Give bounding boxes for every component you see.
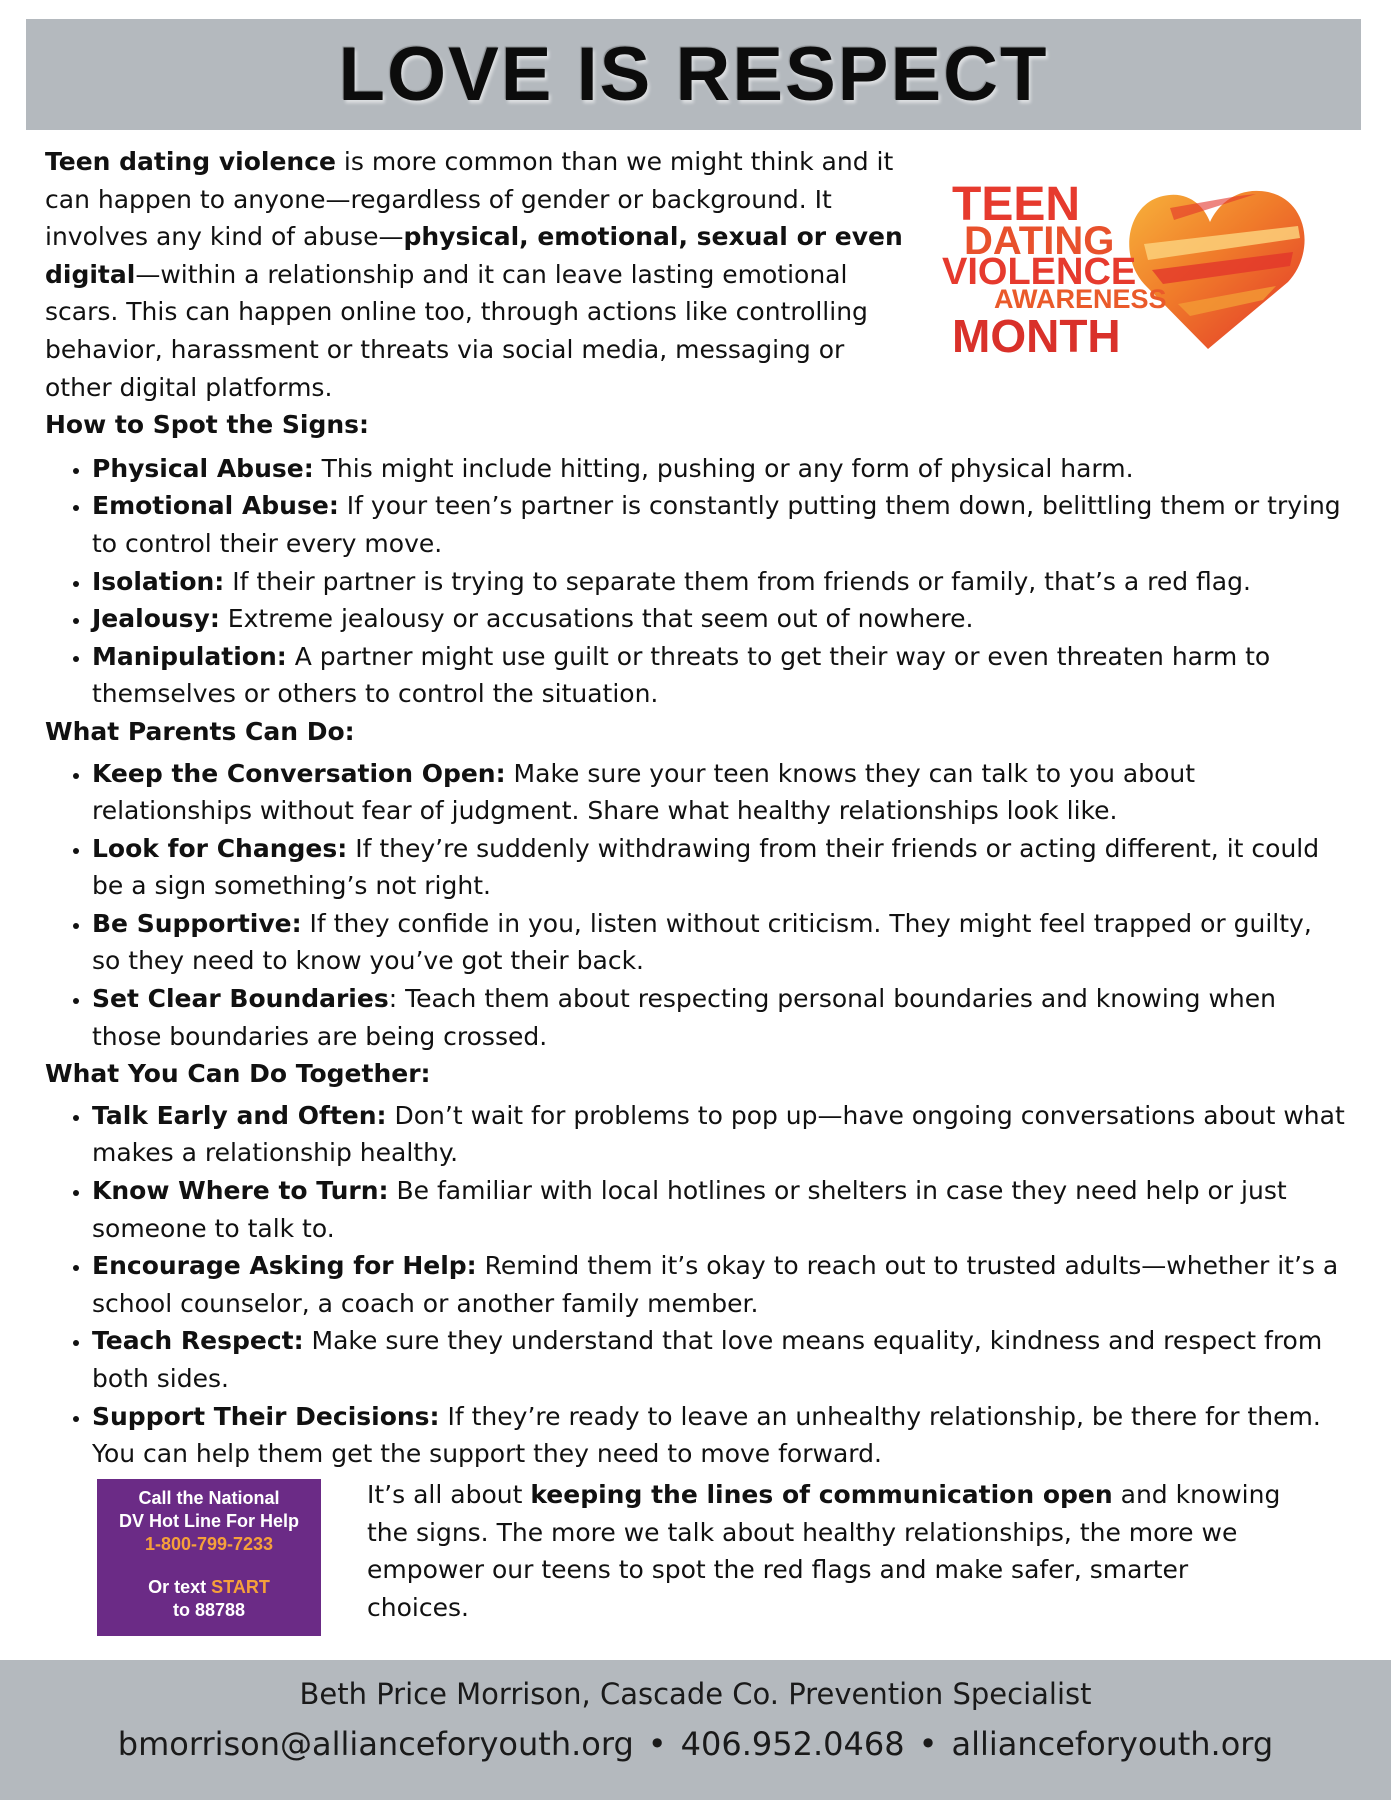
list-item: • Support Their Decisions: If they’re ready to leave an unhealthy relationship, be there for them. You can help them get the support they need to move forward.: [92, 1398, 1345, 1473]
hotline-line-2: DV Hot Line For Help: [119, 1511, 299, 1531]
footer-name: Beth Price Morrison, Cascade Co. Prevention Specialist: [299, 1677, 1092, 1711]
section-heading: What You Can Do Together:: [45, 1059, 431, 1089]
main-content: [45, 143, 1345, 1473]
closing-bold: keeping the lines of communication open: [530, 1480, 1113, 1509]
list-item: • Know Where to Turn: Be familiar with local hotlines or shelters in case they need help or just someone to talk to.: [92, 1172, 1345, 1247]
footer-website[interactable]: allianceforyouth.org: [951, 1725, 1274, 1763]
intro-paragraph: [45, 143, 910, 406]
list-item: • Encourage Asking for Help: Remind them it’s okay to reach out to trusted adults—whether it’s a school counselor, a coach or another family member.: [92, 1247, 1345, 1322]
list-item: • Physical Abuse: This might include hitting, pushing or any form of physical harm.: [92, 450, 1345, 488]
logo-line-5: MONTH: [952, 310, 1121, 359]
list-item: • Talk Early and Often: Don’t wait for problems to pop up—have ongoing conversations about what makes a relationship healthy.: [92, 1097, 1345, 1172]
parents-list: [45, 755, 1345, 1056]
list-item: • Teach Respect: Make sure they understand that love means equality, kindness and respect from both sides.: [92, 1322, 1345, 1397]
footer-separator: •: [918, 1725, 938, 1763]
list-item: • Set Clear Boundaries: Teach them about respecting personal boundaries and knowing when those boundaries are being crossed.: [92, 980, 1345, 1055]
list-item: • Jealousy: Extreme jealousy or accusations that seem out of nowhere.: [92, 600, 1345, 638]
list-item: • Keep the Conversation Open: Make sure your teen knows they can talk to you about relationships without fear of judgment. Share what healthy relationships look like.: [92, 755, 1345, 830]
hotline-phone[interactable]: 1-800-799-7233: [144, 1534, 274, 1554]
logo-line-4: AWARENESS: [994, 284, 1167, 314]
hotline-text-number: to 88788: [172, 1600, 246, 1620]
hotline-keyword: START: [211, 1577, 270, 1597]
title-banner: [26, 19, 1361, 130]
hotline-text-line: Or text START: [148, 1577, 270, 1597]
footer-email[interactable]: bmorrison@allianceforyouth.org: [117, 1725, 634, 1763]
logo-line-2: DATING: [964, 219, 1115, 263]
list-item: • Be Supportive: If they confide in you, listen without criticism. They might feel trapped or guilty, so they need to know you’ve got their back.: [92, 905, 1345, 980]
intro-text-2: —within a relationship and it can leave lasting emotional scars. This can happen online too, through actions like controlling behavior, harassment or threats via social media, messaging or other digital platforms.: [45, 259, 868, 402]
intro-lead: Teen dating violence: [45, 147, 336, 176]
section-heading: How to Spot the Signs:: [45, 410, 370, 440]
closing-paragraph: It’s all about keeping the lines of communication open and knowing the signs. The more we talk about healthy relationships, the more we empower our teens to spot the red flags and make safer, smarter choices.: [367, 1480, 1281, 1622]
list-item: • Manipulation: A partner might use guilt or threats to get their way or even threaten harm to themselves or others to control the situation.: [92, 638, 1345, 713]
logo-line-3: VIOLENCE: [942, 251, 1137, 293]
together-list: [45, 1097, 1345, 1473]
logo-line-1: TEEN: [952, 178, 1081, 231]
list-item: • Emotional Abuse: If your teen’s partner is constantly putting them down, belittling them or trying to control their every move.: [92, 487, 1345, 562]
footer: [0, 1660, 1391, 1800]
intro-text-1: is more common than we might think and it can happen to anyone—regardless of gender or background. It involves any kind of abuse—: [45, 147, 894, 252]
footer-phone[interactable]: 406.952.0468: [680, 1725, 905, 1763]
page-title: LOVE IS RESPECT: [338, 32, 1049, 117]
intro-bold-2: physical, emotional, sexual or even digital: [45, 222, 903, 289]
footer-contact: [0, 1722, 1391, 1766]
signs-list: [45, 450, 1345, 713]
hotline-line-1: Call the National: [138, 1488, 280, 1508]
list-item: • Isolation: If their partner is trying to separate them from friends or family, that’s a red flag.: [92, 563, 1345, 601]
hotline-box: [97, 1479, 321, 1636]
list-item: • Look for Changes: If they’re suddenly withdrawing from their friends or acting different, it could be a sign something’s not right.: [92, 830, 1345, 905]
footer-separator: •: [647, 1725, 667, 1763]
section-heading: What Parents Can Do:: [45, 716, 355, 746]
